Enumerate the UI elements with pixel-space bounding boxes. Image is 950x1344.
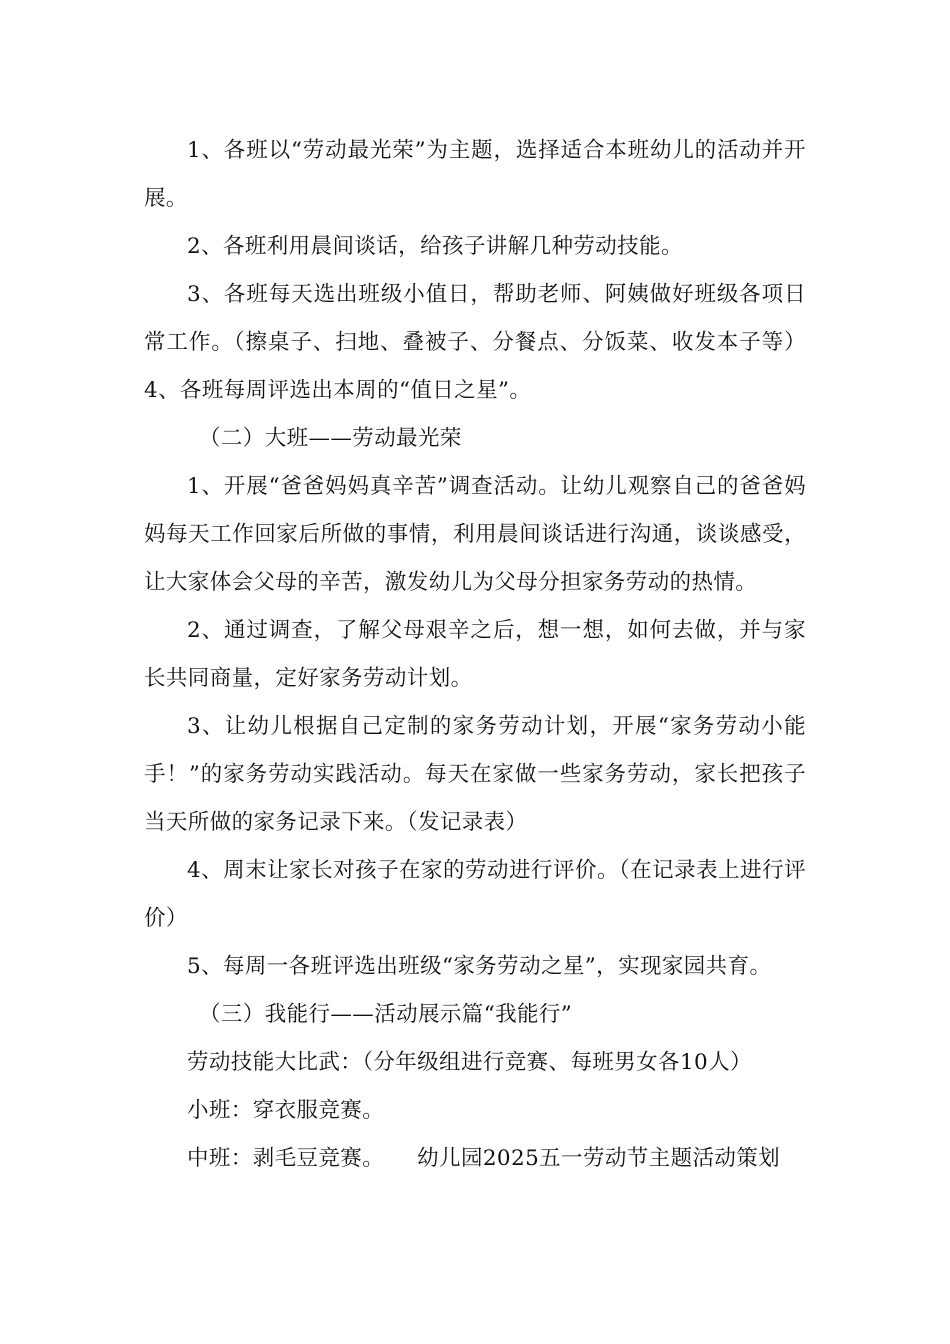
paragraph-task-1: 1、各班以“劳动最光荣”为主题，选择适合本班幼儿的活动并开展。 — [144, 138, 806, 211]
paragraph-small-class: 小班：穿衣服竞赛。 — [187, 1098, 385, 1123]
paragraph-task-2: 2、各班利用晨间谈话，给孩子讲解几种劳动技能。 — [187, 234, 683, 259]
paragraph-survey-3: 3、让幼儿根据自己定制的家务劳动计划，开展“家务劳动小能手！”的家务劳动实践活动。每天在家做一些家务劳动，家长把孩子当天所做的家务记录下来。（发记录表） — [144, 714, 806, 835]
paragraph-contest: 劳动技能大比武：（分年级组进行竞赛、每班男女各10人） — [187, 1050, 752, 1075]
paragraph-survey-1: 1、开展“爸爸妈妈真辛苦”调查活动。让幼儿观察自己的爸爸妈妈每天工作回家后所做的事情，利用晨间谈话进行沟通，谈谈感受，让大家体会父母的辛苦，激发幼儿为父母分担家务劳动的热情。 — [144, 474, 806, 595]
paragraph-middle-class: 中班：剥毛豆竞赛。 幼儿园2025五一劳动节主题活动策划 — [187, 1146, 781, 1171]
section-heading-2: （二）大班——劳动最光荣 — [199, 426, 462, 451]
document-body — [144, 127, 806, 1183]
paragraph-survey-5: 5、每周一各班评选出班级“家务劳动之星”，实现家园共育。 — [187, 954, 772, 979]
paragraph-survey-2: 2、通过调查，了解父母艰辛之后，想一想，如何去做，并与家长共同商量，定好家务劳动计划。 — [144, 618, 806, 691]
paragraph-survey-4: 4、周末让家长对孩子在家的劳动进行评价。（在记录表上进行评价） — [144, 858, 806, 931]
section-heading-3: （三）我能行——活动展示篇“我能行” — [199, 1002, 573, 1027]
paragraph-task-3-4: 3、各班每天选出班级小值日，帮助老师、阿姨做好班级各项日常工作。（擦桌子、扫地、叠被子、分餐点、分饭菜、收发本子等）4、各班每周评选出本周的“值日之星”。 — [144, 282, 806, 403]
